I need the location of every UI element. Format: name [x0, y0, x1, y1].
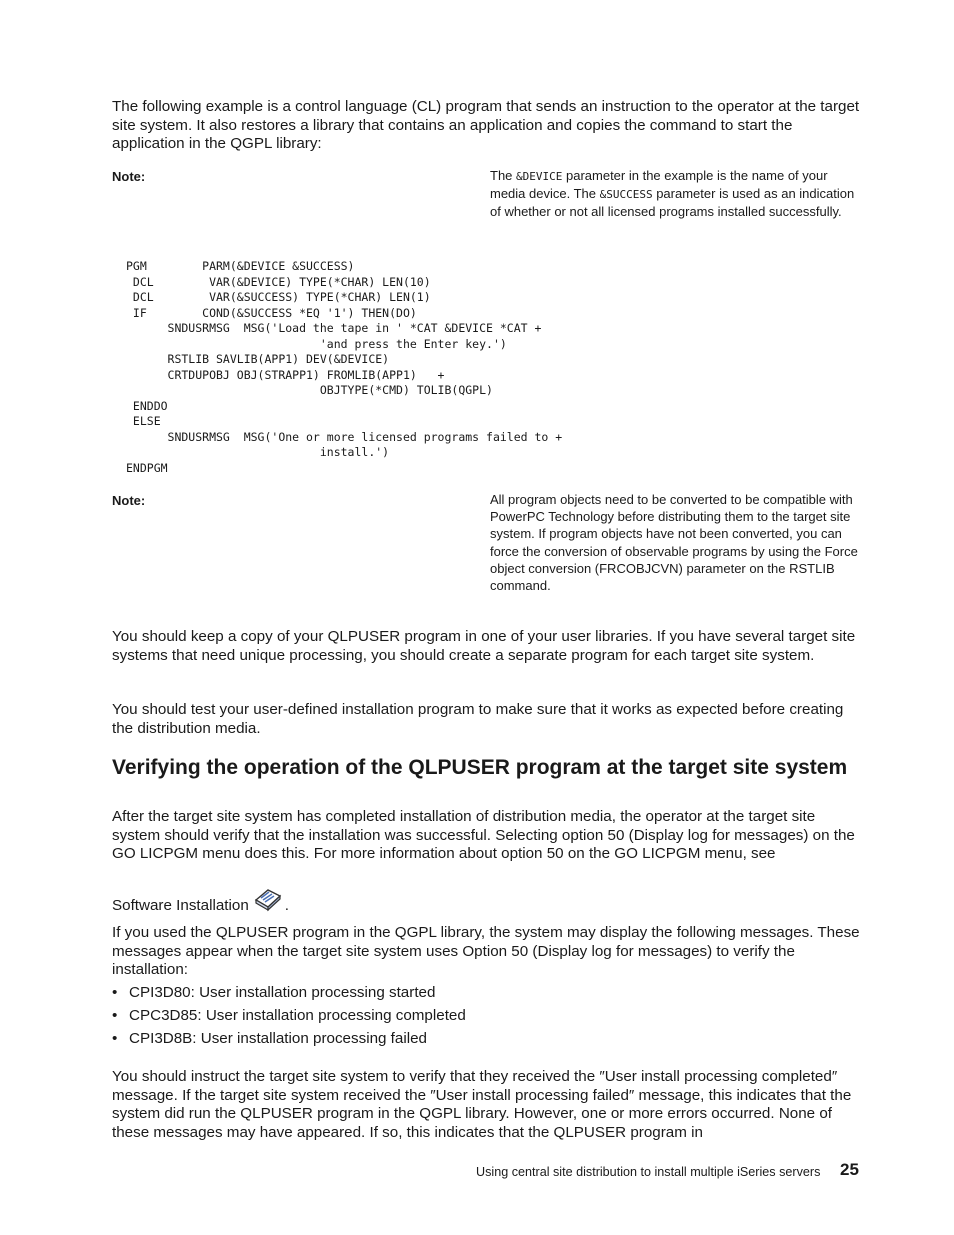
bullet-mark: •	[112, 1007, 118, 1024]
cl-code-example: PGM PARM(&DEVICE &SUCCESS) DCL VAR(&DEVICE) TYPE(*CHAR) LEN(10) DCL VAR(&SUCCESS) TYPE(*CHAR) LEN(1) IF COND(&SUCCESS *EQ '1') THEN(DO) SNDUSRMSG MSG('Load the tape in ' *CAT &DEVICE *CAT + 'and press the Enter key.') RSTLIB SAVLIB(APP1) DEV(&DEVICE) CRTDUPOBJ OBJ(STRAPP1) FROMLIB(APP1) + OBJTYPE(*CMD) TOLIB(QGPL) ENDDO ELSE SNDUSRMSG MSG('One or more licensed programs failed to + install.') ENDPGM	[126, 259, 563, 475]
note-label: Note:	[112, 169, 146, 184]
software-installation-reference	[112, 886, 860, 918]
instruct-paragraph: You should instruct the target site system to verify that they received the ″User install processing completed″ message. If the target site system received the ″User install processing failed″ message, this indicates that the system did run the QLPUSER program in the QGPL library. However, one or more errors occurred. None of these messages may have appeared. If so, this indicates that the QLPUSER program in	[112, 1068, 852, 1141]
software-installation-link[interactable]: Software Installation	[112, 897, 249, 914]
note-text: All program objects need to be converted to be compatible with PowerPC Technology before distributing them to the target site system. If program objects have not been converted, you can force the conversion of observable programs by using the Force object conversion (FRCOBJCVN) parameter on the RSTLIB command.	[490, 492, 858, 594]
verify-paragraph: After the target site system has completed installation of distribution media, the operator at the target site system should verify that the installation was successful. Selecting option 50 (Display log for messages) on the GO LICPGM menu does this. For more information about option 50 on the GO LICPGM menu, see	[112, 808, 855, 863]
success-parameter: &SUCCESS	[599, 188, 653, 202]
message-list	[112, 984, 466, 1053]
list-item-text: CPI3D80: User installation processing started	[129, 984, 436, 1001]
note-text-part: parameter in the example is the name of your media device. The	[490, 168, 828, 202]
note-label: Note:	[112, 493, 146, 508]
bullet-mark: •	[112, 984, 118, 1001]
list-item	[112, 1030, 466, 1053]
test-program-paragraph: You should test your user-defined installation program to make sure that it works as expected before creating the distribution media.	[112, 701, 844, 737]
messages-paragraph: If you used the QLPUSER program in the QGPL library, the system may display the following messages. These messages appear when the target site system uses Option 50 (Display log for messages) to verify the installation:	[112, 924, 860, 979]
book-icon[interactable]	[253, 886, 283, 918]
link-period: .	[284, 897, 289, 914]
page-number: 25	[840, 1160, 859, 1179]
list-item	[112, 984, 466, 1007]
note-text-part: parameter is used as an indication of whether or not all licensed programs installed successfully.	[490, 186, 855, 220]
section-heading: Verifying the operation of the QLPUSER program at the target site system	[112, 756, 848, 779]
list-item	[112, 1007, 466, 1030]
note-text	[490, 167, 864, 221]
list-item-text: CPI3D8B: User installation processing failed	[129, 1030, 427, 1047]
intro-paragraph: The following example is a control language (CL) program that sends an instruction to the operator at the target site system. It also restores a library that contains an application and copies the command to start the application in the QGPL library:	[112, 98, 860, 153]
keep-copy-paragraph: You should keep a copy of your QLPUSER program in one of your user libraries. If you have several target site systems that need unique processing, you should create a separate program for each target site system.	[112, 628, 856, 664]
device-parameter: &DEVICE	[516, 170, 563, 183]
list-item-text: CPC3D85: User installation processing completed	[129, 1007, 466, 1024]
note-text-part: The	[490, 168, 517, 183]
bullet-mark: •	[112, 1030, 118, 1047]
footer-text: Using central site distribution to install multiple iSeries servers	[476, 1165, 821, 1179]
